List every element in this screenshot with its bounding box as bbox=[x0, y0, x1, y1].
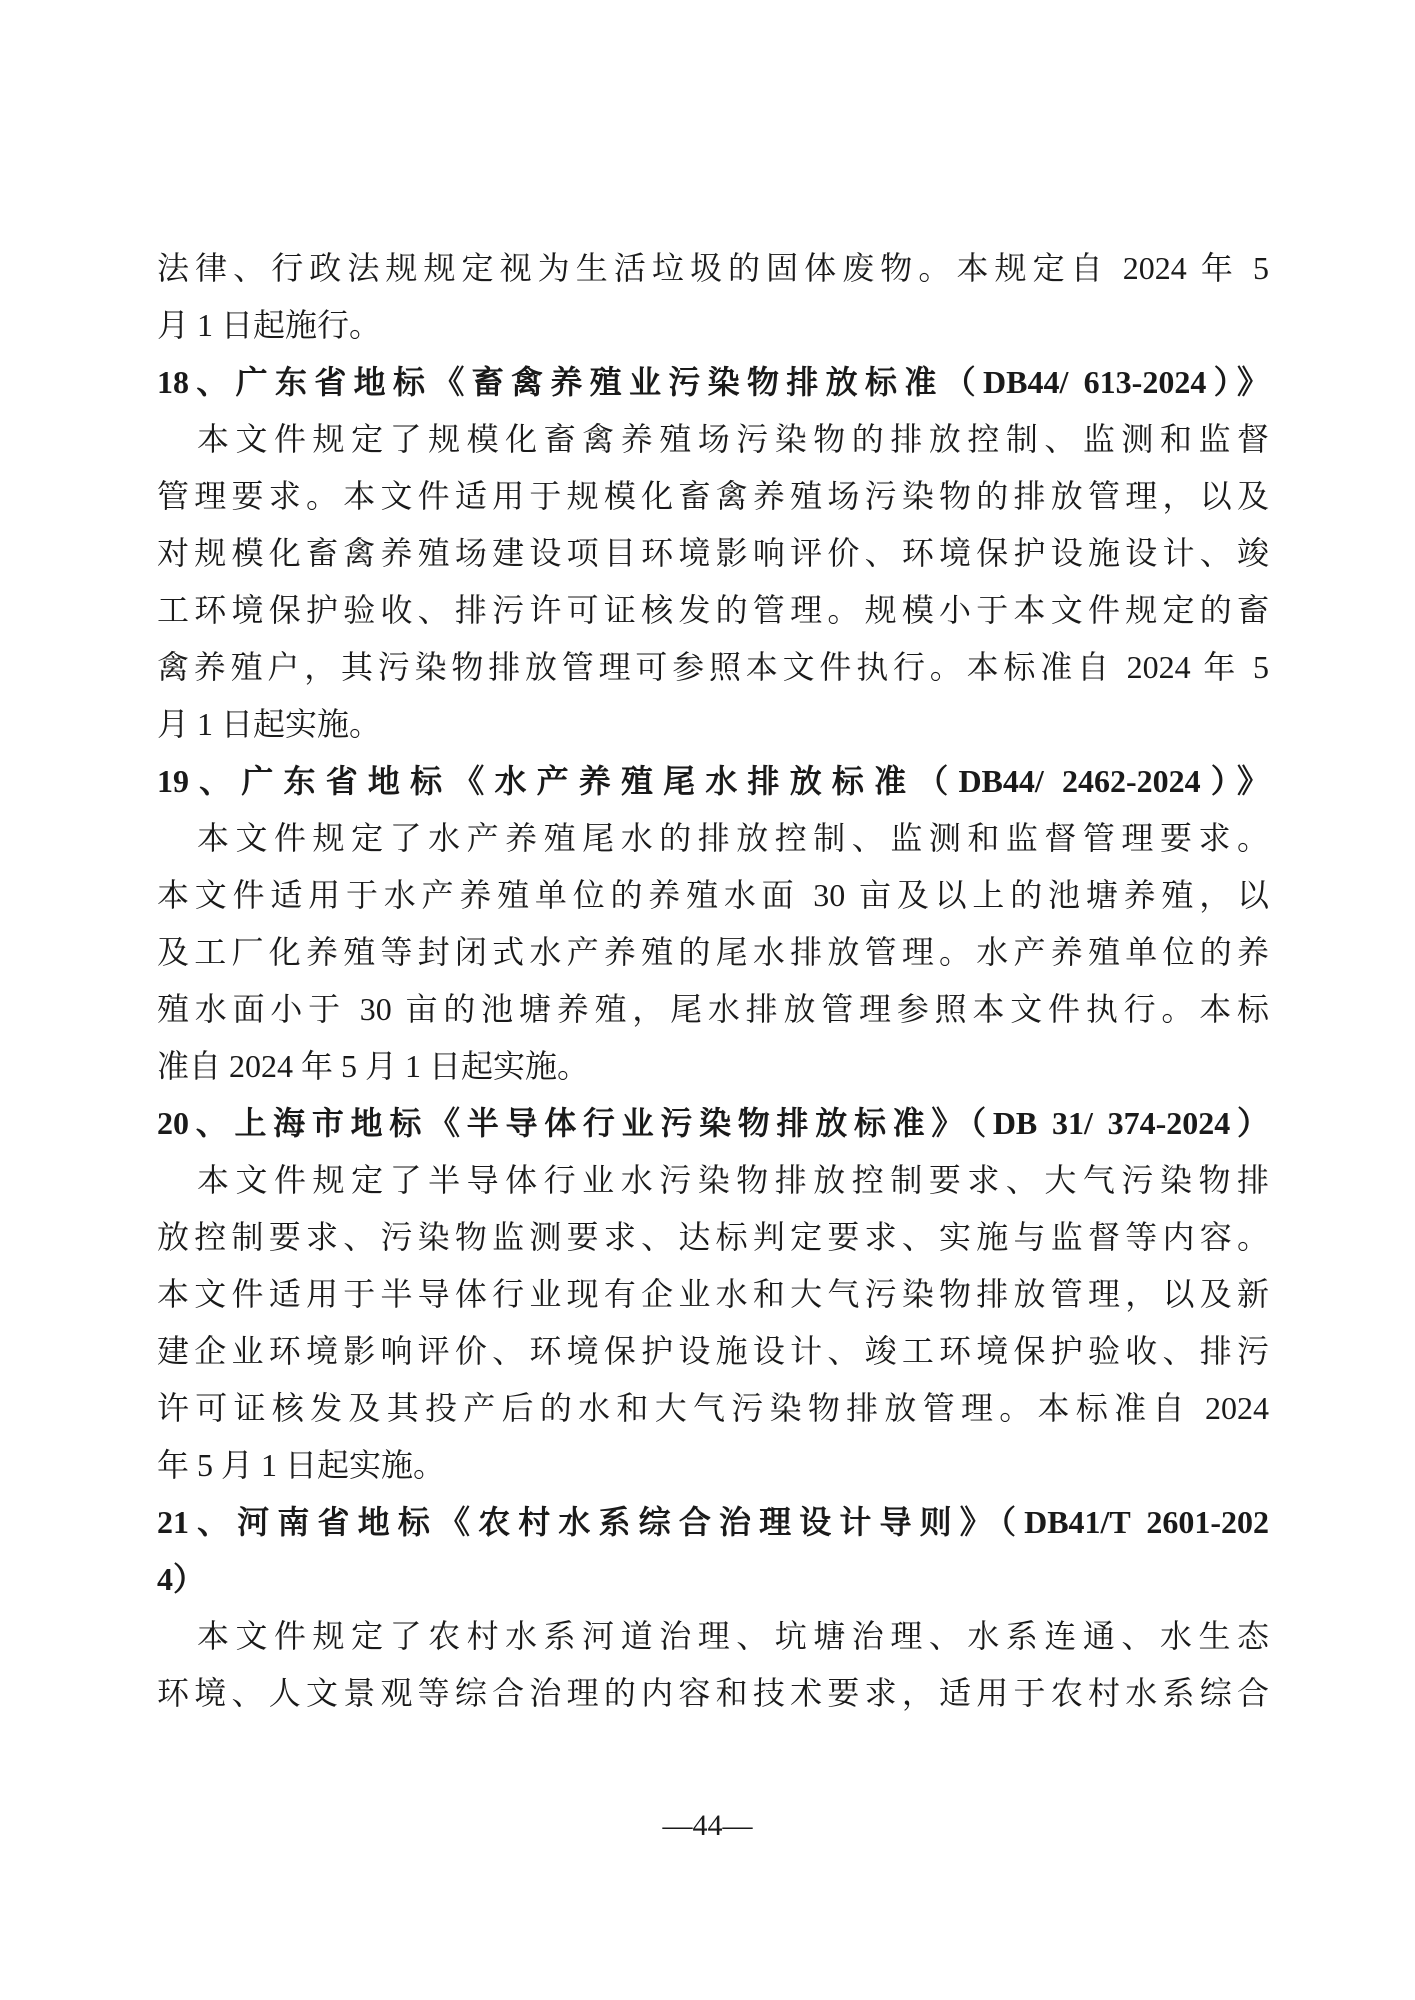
paragraph-line: 禽养殖户，其污染物排放管理可参照本文件执行。本标准自 2024 年 5 bbox=[157, 649, 1269, 685]
paragraph-line: 工环境保护验收、排污许可证核发的管理。规模小于本文件规定的畜 bbox=[157, 592, 1269, 628]
paragraph-line: 本文件规定了农村水系河道治理、坑塘治理、水系连通、水生态 bbox=[197, 1618, 1269, 1654]
paragraph-line: 建企业环境影响评价、环境保护设施设计、竣工环境保护验收、排污 bbox=[157, 1333, 1269, 1369]
paragraph-line: 许可证核发及其投产后的水和大气污染物排放管理。本标准自 2024 bbox=[157, 1390, 1269, 1426]
item-heading-20: 20、上海市地标《半导体行业污染物排放标准》（DB 31/ 374-2024） bbox=[157, 1105, 1269, 1141]
document-body bbox=[157, 240, 1269, 1722]
paragraph-line: 本文件规定了规模化畜禽养殖场污染物的排放控制、监测和监督 bbox=[197, 421, 1269, 457]
paragraph-line: 对规模化畜禽养殖场建设项目环境影响评价、环境保护设施设计、竣 bbox=[157, 535, 1269, 571]
paragraph-line: 及工厂化养殖等封闭式水产养殖的尾水排放管理。水产养殖单位的养 bbox=[157, 934, 1269, 970]
paragraph-line: 管理要求。本文件适用于规模化畜禽养殖场污染物的排放管理，以及 bbox=[157, 478, 1269, 514]
paragraph-line: 殖水面小于 30 亩的池塘养殖，尾水排放管理参照本文件执行。本标 bbox=[157, 991, 1269, 1027]
paragraph-line: 放控制要求、污染物监测要求、达标判定要求、实施与监督等内容。 bbox=[157, 1219, 1269, 1255]
paragraph-line: 本文件规定了半导体行业水污染物排放控制要求、大气污染物排 bbox=[197, 1162, 1269, 1198]
page-number: —44— bbox=[662, 1809, 753, 1842]
paragraph-line: 本文件规定了水产养殖尾水的排放控制、监测和监督管理要求。 bbox=[197, 820, 1269, 856]
item-heading-21: 21、河南省地标《农村水系综合治理设计导则》（DB41/T 2601-202 bbox=[157, 1504, 1269, 1540]
paragraph-line: 本文件适用于半导体行业现有企业水和大气污染物排放管理，以及新 bbox=[157, 1276, 1269, 1312]
item-heading-19: 19、广东省地标《水产养殖尾水排放标准（DB44/ 2462-2024）》 bbox=[157, 763, 1269, 799]
paragraph-line: 环境、人文景观等综合治理的内容和技术要求，适用于农村水系综合 bbox=[157, 1675, 1269, 1711]
paragraph-line: 本文件适用于水产养殖单位的养殖水面 30 亩及以上的池塘养殖，以 bbox=[157, 877, 1269, 913]
paragraph-line: 法律、行政法规规定视为生活垃圾的固体废物。本规定自 2024 年 5 bbox=[157, 250, 1269, 286]
paragraph-line: 月 1 日起实施。 bbox=[157, 706, 382, 742]
item-heading-21-continuation: 4） bbox=[157, 1561, 206, 1597]
paragraph-line: 准自 2024 年 5 月 1 日起实施。 bbox=[157, 1048, 590, 1084]
paragraph-line: 年 5 月 1 日起实施。 bbox=[157, 1447, 446, 1483]
item-heading-18: 18、广东省地标《畜禽养殖业污染物排放标准（DB44/ 613-2024）》 bbox=[157, 364, 1269, 400]
paragraph-line: 月 1 日起施行。 bbox=[157, 307, 382, 343]
